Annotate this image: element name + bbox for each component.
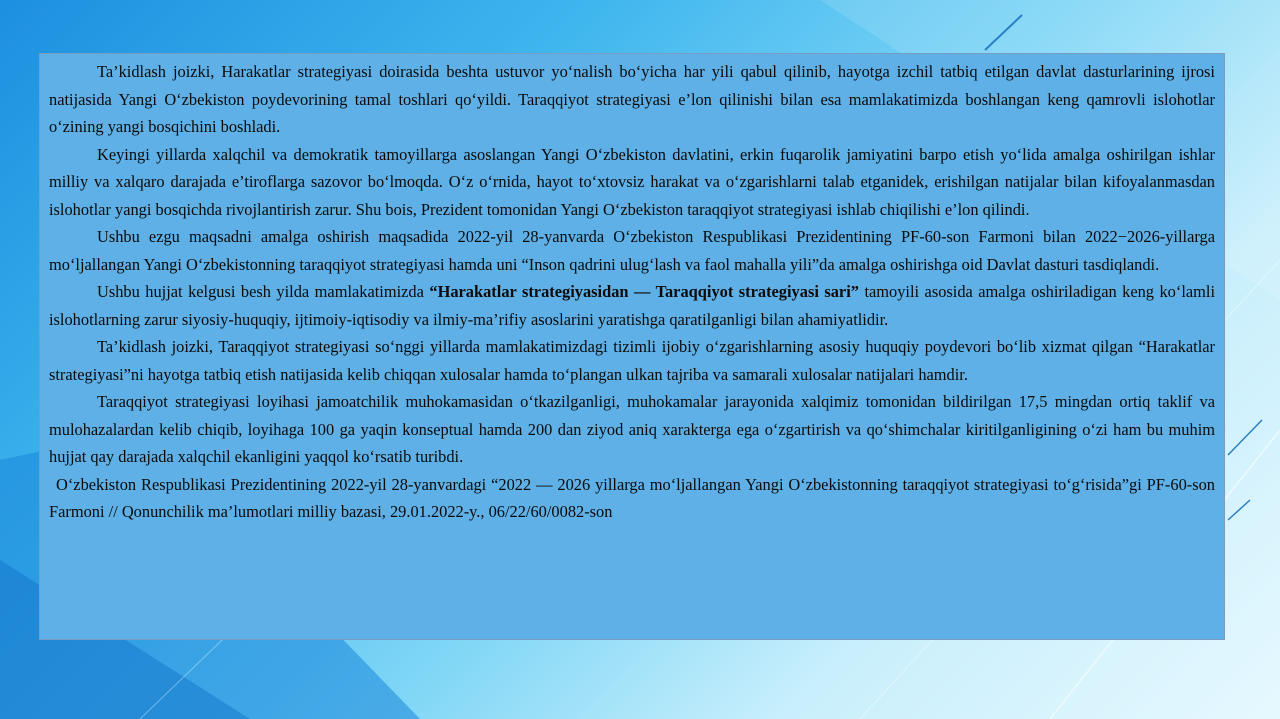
text-panel (39, 53, 1225, 640)
paragraph-4-start: Ushbu hujjat kelgusi besh yilda mamlakatimizda (97, 282, 430, 301)
paragraph-1: Ta’kidlash joizki, Harakatlar strategiyasi doirasida beshta ustuvor yo‘nalish bo‘yicha har yili qabul qilinib, hayotga izchil tatbiq etilgan davlat dasturlarining ijrosi natijasida Yangi O‘zbekiston poydevorining tamal toshlari qo‘yildi. Taraqqiyot strategiyasi e’lon qilinishi bilan esa mamlakatimizda boshlangan keng qamrovli islohotlar o‘zining yangi bosqichini boshladi. (49, 62, 1215, 136)
paragraph-5: Ta’kidlash joizki, Taraqqiyot strategiyasi so‘nggi yillarda mamlakatimizdagi tizimli ijobiy o‘zgarishlarning asosiy huquqiy poydevori bo‘lib xizmat qilgan “Harakatlar strategiyasi”ni hayotga tatbiq etish natijasida kelib chiqqan xulosalar hamda to‘plangan ulkan tajriba va samarali xulosalar natijalari hamdir. (49, 337, 1215, 384)
paragraph-4 (49, 278, 1215, 333)
paragraph-4-end: tamoyili asosida amalga oshiriladigan keng ko‘lamli islohotlarning zarur siyosiy-huquqiy, ijtimoiy-iqtisodiy va ilmiy-ma’rifiy asoslarini yaratishga qaratilganligi bilan ahamiyatlidir. (49, 282, 1216, 329)
paragraph-6: Taraqqiyot strategiyasi loyihasi jamoatchilik muhokamasidan o‘tkazilganligi, muhokamalar jarayonida xalqimiz tomonidan bildirilgan 17,5 mingdan ortiq taklif va mulohazalardan kelib chiqib, loyihaga 100 ga yaqin konseptual hamda 200 dan ziyod aniq xarakterga ega o‘zgartirish va qo‘shimchalar kiritilganligining o‘zi ham bu muhim hujjat qay darajada xalqchil ekanligini yaqqol ko‘rsatib turibdi. (49, 392, 1215, 466)
paragraph-4-bold-quote: “Harakatlar strategiyasidan — Taraqqiyot strategiyasi sari” (429, 282, 859, 301)
paragraph-3: Ushbu ezgu maqsadni amalga oshirish maqsadida 2022-yil 28-yanvarda O‘zbekiston Respublikasi Prezidentining PF-60-son Farmoni bilan 2022−2026-yillarga mo‘ljallangan Yangi O‘zbekistonning taraqqiyot strategiyasi hamda uni “Inson qadrini ulug‘lash va faol mahalla yili”da amalga oshirishga oid Davlat dasturi tasdiqlandi. (49, 227, 1215, 274)
source-citation: O‘zbekiston Respublikasi Prezidentining 2022-yil 28-yanvardagi “2022 — 2026 yillarga mo‘ljallangan Yangi O‘zbekistonning taraqqiyot strategiyasi to‘g‘risida”gi PF-60-son Farmoni // Qonunchilik ma’lumotlari milliy bazasi, 29.01.2022-y., 06/22/60/0082-son (49, 474, 1215, 521)
paragraph-2: Keyingi yillarda xalqchil va demokratik tamoyillarga asoslangan Yangi O‘zbekiston davlatini, erkin fuqarolik jamiyatini barpo etish yo‘lida amalga oshirilgan ishlar milliy va xalqaro darajada e’tiroflarga sazovor bo‘lmoqda. O‘z o‘rnida, hayot to‘xtovsiz harakat va o‘zgarishlarni talab etganidek, erishilgan natijalar bilan kifoyalanmasdan islohotlar yangi bosqichda rivojlantirish zarur. Shu bois, Prezident tomonidan Yangi O‘zbekiston taraqqiyot strategiyasi ishlab chiqilishi e’lon qilindi. (49, 144, 1215, 219)
